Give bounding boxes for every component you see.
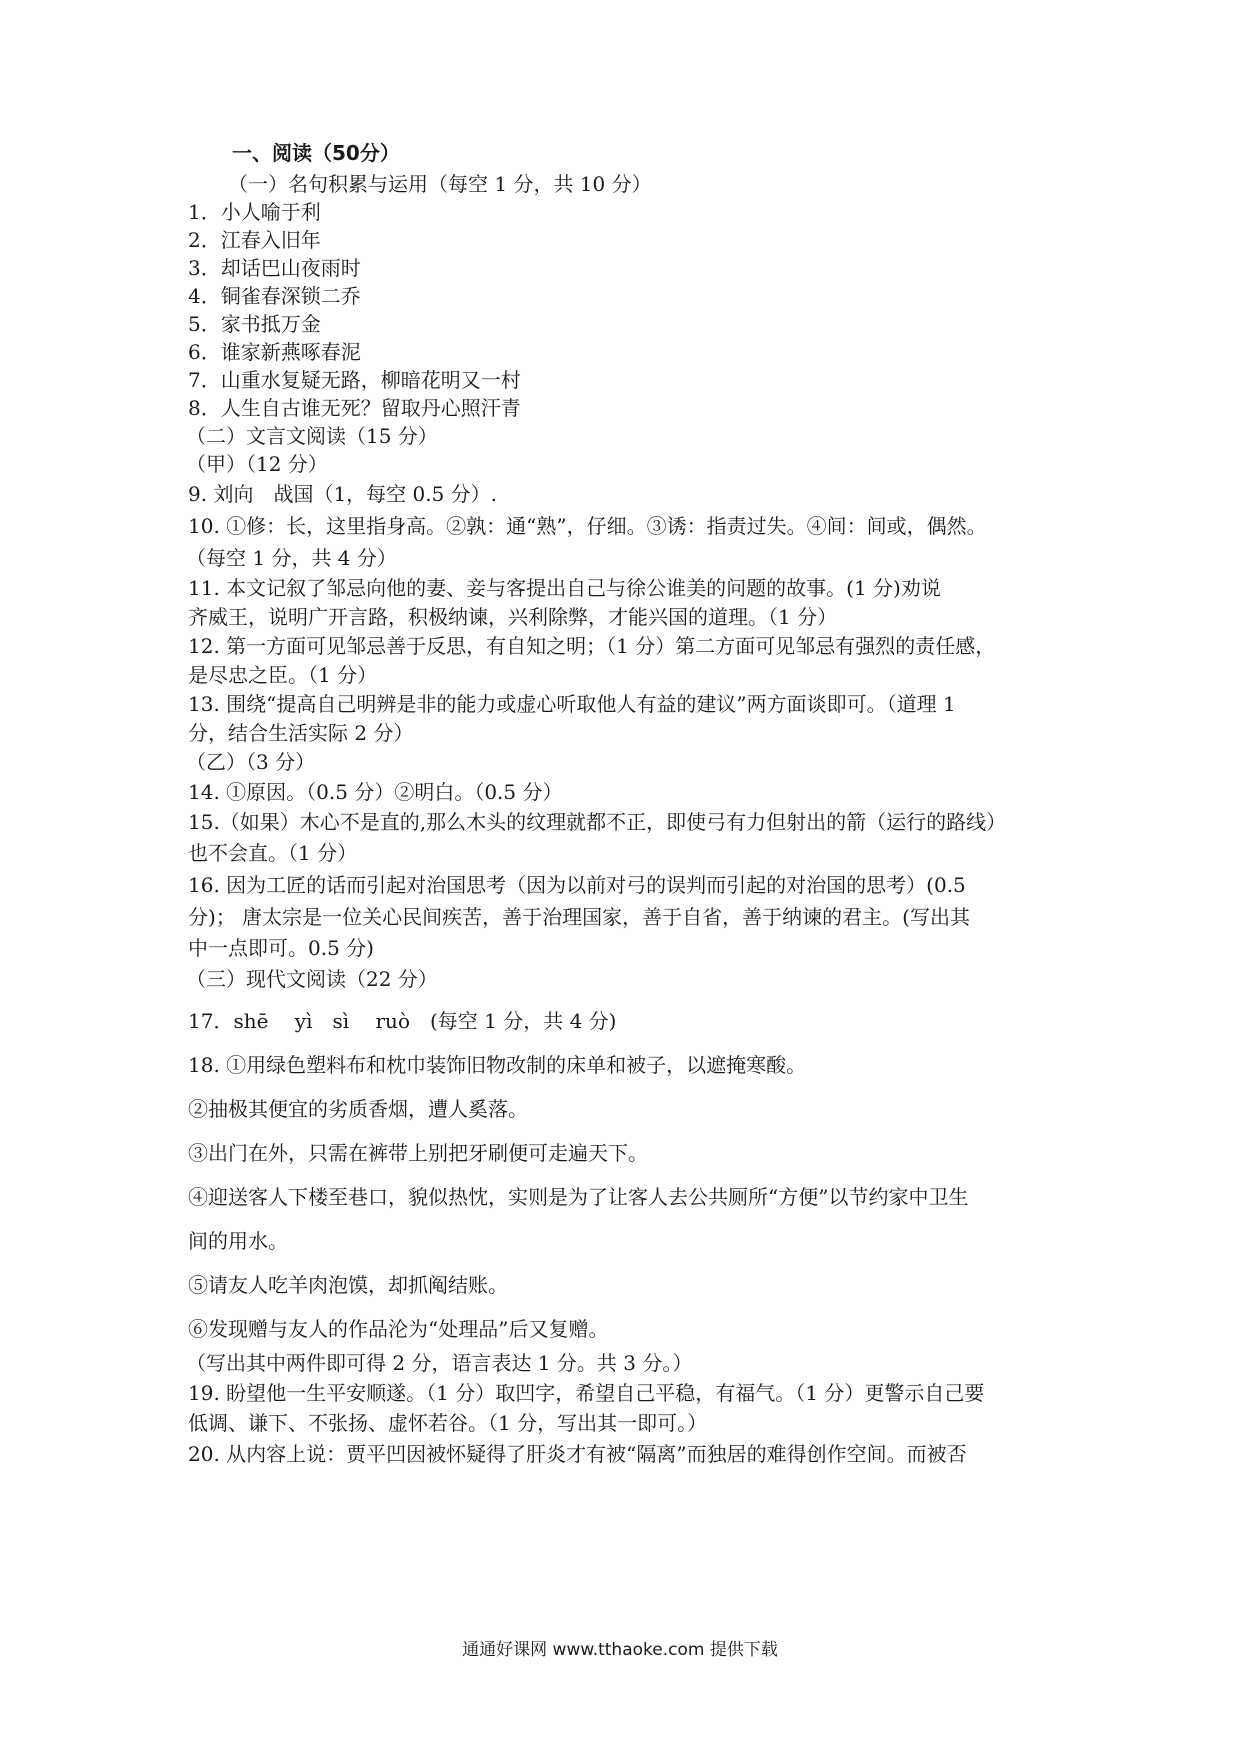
part1-title: （一）名句积累与运用（每空 1 分，共 10 分） — [228, 172, 652, 196]
q18-answer: 18. ①用绿色塑料布和枕巾装饰旧物改制的床单和被子，以遮掩寒酸。 — [188, 1053, 807, 1077]
part2b-title: （乙）（3 分） — [186, 750, 316, 774]
q15-answer: 15.（如果）木心不是直的,那么木头的纹理就都不正，即使弓有力但射出的箭（运行的路线） — [188, 810, 1007, 834]
q19-answer-cont: 低调、谦下、不张扬、虚怀若谷。（1 分，写出其一即可。） — [188, 1411, 708, 1435]
q19-answer: 19. 盼望他一生平安顺遂。（1 分）取凹字，希望自己平稳，有福气。（1 分）更警示自己要 — [188, 1381, 985, 1405]
q18-scoring-note: （写出其中两件即可得 2 分，语言表达 1 分。共 3 分。） — [186, 1351, 693, 1375]
part2-title: （二）文言文阅读（15 分） — [186, 424, 438, 448]
q15-answer-cont: 也不会直。（1 分） — [188, 841, 358, 865]
q18-answer-item: ②抽极其便宜的劣质香烟，遭人奚落。 — [188, 1097, 528, 1121]
q16-answer-cont: 分)； 唐太宗是一位关心民间疾苦，善于治理国家，善于自省，善于纳谏的君主。(写出其 — [188, 905, 970, 929]
answer-line: 7．山重水复疑无路，柳暗花明又一村 — [188, 368, 521, 392]
q16-answer-cont: 中一点即可。0.5 分) — [188, 936, 374, 960]
answer-line: 2．江春入旧年 — [188, 228, 321, 252]
q11-answer: 11. 本文记叙了邹忌向他的妻、妾与客提出自己与徐公谁美的问题的故事。(1 分)劝说 — [188, 576, 941, 600]
q12-answer-cont: 是尽忠之臣。（1 分） — [188, 663, 378, 687]
answer-line: 8．人生自古谁无死？留取丹心照汗青 — [188, 396, 521, 420]
q16-answer: 16. 因为工匠的话而引起对治国思考（因为以前对弓的误判而引起的对治国的思考）(0.5 — [188, 873, 966, 897]
q18-answer-item-cont: 间的用水。 — [188, 1229, 288, 1253]
q20-answer: 20. 从内容上说：贾平凹因被怀疑得了肝炎才有被“隔离”而独居的难得创作空间。而被否 — [188, 1442, 967, 1466]
q11-answer-cont: 齐威王，说明广开言路，积极纳谏，兴利除弊，才能兴国的道理。（1 分） — [188, 605, 838, 629]
part3-title: （三）现代文阅读（22 分） — [186, 967, 438, 991]
q13-answer: 13. 围绕“提高自己明辨是非的能力或虚心听取他人有益的建议”两方面谈即可。（道理 1 — [188, 692, 956, 716]
q13-answer-cont: 分，结合生活实际 2 分） — [188, 721, 414, 745]
q18-answer-item: ④迎送客人下楼至巷口，貌似热忱，实则是为了让客人去公共厕所“方便”以节约家中卫生 — [188, 1185, 969, 1209]
q10-answer-cont: （每空 1 分，共 4 分） — [186, 546, 397, 570]
q12-answer: 12. 第一方面可见邹忌善于反思，有自知之明；（1 分）第二方面可见邹忌有强烈的责任感， — [188, 634, 996, 658]
q18-answer-item: ⑥发现赠与友人的作品沦为“处理品”后又复赠。 — [188, 1317, 609, 1341]
page-footer: 通通好课网 www.tthaoke.com 提供下载 — [462, 1640, 778, 1660]
answer-line: 4．铜雀春深锁二乔 — [188, 284, 361, 308]
answer-line: 3．却话巴山夜雨时 — [188, 256, 361, 280]
part2a-title: （甲）（12 分） — [186, 452, 328, 476]
q17-answer: 17．shē yì sì ruò (每空 1 分，共 4 分) — [188, 1009, 617, 1033]
q9-answer: 9. 刘向 战国（1，每空 0.5 分）. — [188, 482, 498, 506]
answer-line: 5．家书抵万金 — [188, 312, 321, 336]
answer-line: 6．谁家新燕啄春泥 — [188, 340, 361, 364]
answer-line: 1．小人喻于利 — [188, 200, 321, 224]
q18-answer-item: ③出门在外，只需在裤带上别把牙刷便可走遍天下。 — [188, 1141, 648, 1165]
q14-answer: 14. ①原因。（0.5 分）②明白。（0.5 分） — [188, 780, 563, 804]
section-title: 一、阅读（50分） — [232, 141, 400, 165]
q10-answer: 10. ①修：长，这里指身高。②孰：通“熟”，仔细。③诱：指责过失。④间：间或，偶然。 — [188, 514, 987, 538]
q18-answer-item: ⑤请友人吃羊肉泡馍，却抓阄结账。 — [188, 1273, 508, 1297]
